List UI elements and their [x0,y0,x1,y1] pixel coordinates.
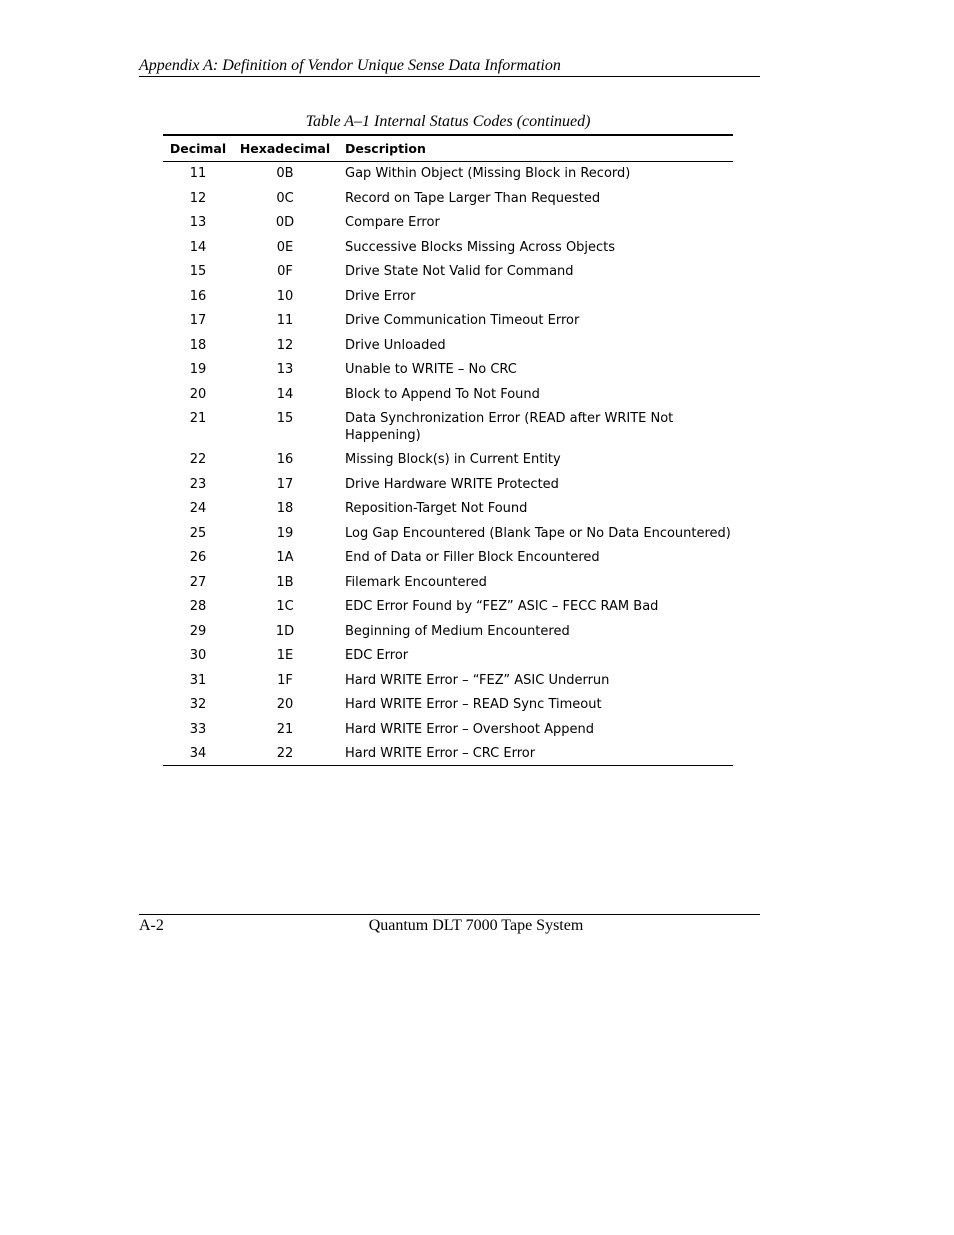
page-number: A-2 [139,917,164,934]
footer-rule [139,914,760,915]
description-cell: Hard WRITE Error – CRC Error [337,742,733,765]
description-cell: Missing Block(s) in Current Entity [345,452,561,467]
hexadecimal-cell: 1B [276,574,294,590]
column-header-decimal: Decimal [163,135,233,162]
description-cell: Data Synchronization Error (READ after WRITE Not Happening) [345,411,674,443]
hexadecimal-cell: 20 [276,697,294,712]
decimal-cell: 14 [189,239,207,255]
table-row [163,644,733,669]
hexadecimal-cell: 16 [276,452,294,467]
decimal-cell: 11 [189,166,207,181]
column-header-hexadecimal: Hexadecimal [233,135,337,162]
description-cell: Block to Append To Not Found [345,386,540,402]
hexadecimal-cell: 1E [276,648,294,663]
table-row [163,571,733,596]
hexadecimal-cell: 0B [276,166,294,181]
table-body [163,162,733,766]
description-cell: Log Gap Encountered (Blank Tape or No Data Encountered) [345,525,731,541]
hexadecimal-cell: 10 [276,288,294,304]
table-row [163,383,733,408]
description-cell: End of Data or Filler Block Encountered [345,550,600,565]
decimal-cell: 23 [189,476,207,492]
decimal-cell: 18 [189,337,207,353]
table-row [163,309,733,334]
column-header-description: Description [337,135,733,162]
hexadecimal-cell: 1D [275,623,295,639]
table-row [163,358,733,383]
table-row [163,236,733,261]
description-cell: Beginning of Medium Encountered [345,623,570,639]
table-row [163,693,733,718]
hexadecimal-cell: 14 [276,386,294,402]
table-row [163,546,733,571]
decimal-cell: 25 [189,525,207,541]
decimal-cell: 20 [189,386,207,402]
description-cell: EDC Error Found by “FEZ” ASIC – FECC RAM Bad [345,599,659,614]
description-cell: Successive Blocks Missing Across Objects [345,239,616,255]
decimal-cell: 21 [189,411,207,426]
hexadecimal-cell: 22 [233,742,337,765]
decimal-cell: 12 [189,190,207,206]
decimal-cell: 34 [163,742,233,765]
decimal-cell: 13 [189,215,207,230]
table-row [163,522,733,547]
table-caption: Table A–1 Internal Status Codes (continued) [305,113,591,130]
description-cell: Drive Unloaded [345,337,446,353]
hexadecimal-cell: 1C [276,599,294,614]
hexadecimal-cell: 1A [276,550,294,565]
table-row [163,211,733,236]
table-row [163,742,733,765]
description-cell: Drive State Not Valid for Command [345,264,574,279]
hexadecimal-cell: 11 [276,313,294,328]
description-cell: Drive Hardware WRITE Protected [345,476,559,492]
description-cell: Drive Communication Timeout Error [345,313,580,328]
decimal-cell: 28 [189,599,207,614]
table-row [163,260,733,285]
description-cell: Compare Error [345,215,440,230]
decimal-cell: 16 [189,288,207,304]
hexadecimal-cell: 0C [276,190,294,206]
description-cell: Gap Within Object (Missing Block in Record) [345,166,631,181]
table-row [163,334,733,359]
internal-status-codes-table [163,134,733,766]
table-row [163,407,733,448]
table-row [163,187,733,212]
description-cell: Record on Tape Larger Than Requested [345,190,601,206]
description-cell: EDC Error [345,648,409,663]
decimal-cell: 22 [189,452,207,467]
decimal-cell: 24 [189,501,207,516]
table-row [163,473,733,498]
description-cell: Drive Error [345,288,416,304]
hexadecimal-cell: 13 [276,362,294,377]
hexadecimal-cell: 0E [276,239,294,255]
table-row [163,448,733,473]
table-row [163,285,733,310]
hexadecimal-cell: 17 [276,476,294,492]
header-row [163,135,733,162]
hexadecimal-cell: 21 [276,721,294,737]
description-cell: Hard WRITE Error – Overshoot Append [345,721,595,737]
decimal-cell: 32 [189,697,207,712]
running-header: Appendix A: Definition of Vendor Unique Sense Data Information [139,57,561,74]
table-row [163,620,733,645]
hexadecimal-cell: 15 [276,411,294,426]
decimal-cell: 29 [189,623,207,639]
description-cell: Reposition-Target Not Found [345,501,528,516]
hexadecimal-cell: 12 [276,337,294,353]
table-row [163,595,733,620]
table-row [163,497,733,522]
hexadecimal-cell: 1F [277,672,293,688]
table-row [163,162,733,187]
decimal-cell: 26 [189,550,207,565]
hexadecimal-cell: 0D [275,215,295,230]
header-rule [139,76,760,77]
decimal-cell: 19 [189,362,207,377]
decimal-cell: 27 [189,574,207,590]
decimal-cell: 30 [189,648,207,663]
manual-title: Quantum DLT 7000 Tape System [368,917,584,934]
decimal-cell: 17 [189,313,207,328]
table-header [163,135,733,162]
table-row [163,718,733,743]
table-row [163,669,733,694]
description-cell: Filemark Encountered [345,574,487,590]
description-cell: Hard WRITE Error – READ Sync Timeout [345,697,602,712]
decimal-cell: 15 [189,264,207,279]
decimal-cell: 31 [189,672,207,688]
description-cell: Unable to WRITE – No CRC [345,362,517,377]
decimal-cell: 33 [189,721,207,737]
hexadecimal-cell: 0F [277,264,293,279]
description-cell: Hard WRITE Error – “FEZ” ASIC Underrun [345,672,610,688]
hexadecimal-cell: 18 [276,501,294,516]
hexadecimal-cell: 19 [276,525,294,541]
